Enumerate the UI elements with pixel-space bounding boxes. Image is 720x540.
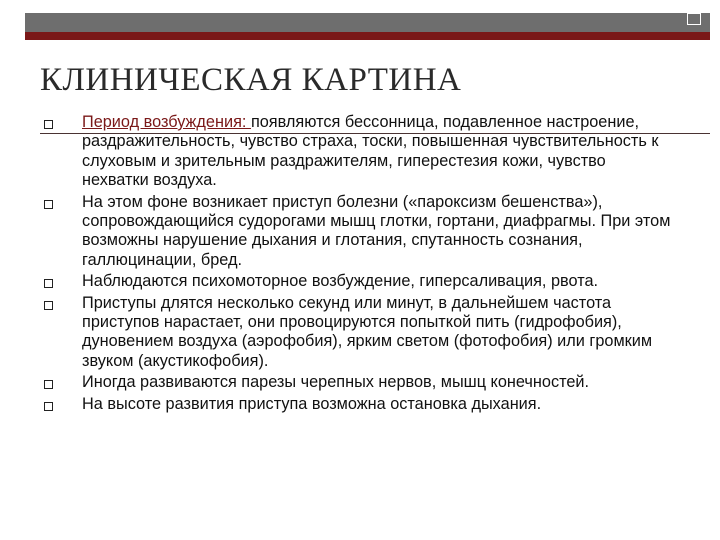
square-outline-icon	[44, 301, 53, 310]
bullet-text: Наблюдаются психомоторное возбуждение, гиперсаливация, рвота.	[82, 272, 599, 291]
bullet-item-paroxysm	[44, 193, 676, 271]
square-outline-icon	[44, 200, 53, 209]
bullet-text: появляются бессонница, подавленное настроение, раздражительность, чувство страха, тоски, повышенная чувствительность к слуховым и зрительным раздражителям, гиперестезия кожи, чувство нехватки воздуха.	[82, 113, 659, 190]
square-outline-icon	[44, 380, 53, 389]
header-bar	[25, 13, 710, 32]
square-outline-icon	[44, 279, 53, 288]
slide-title: КЛИНИЧЕСКАЯ КАРТИНА	[40, 62, 462, 98]
bullet-item-paresis	[44, 373, 676, 392]
bullet-item-respiratory-arrest	[44, 395, 676, 414]
bullet-text: Иногда развиваются парезы черепных нервов, мышц конечностей.	[82, 373, 590, 392]
bullet-item-attack-duration	[44, 294, 676, 372]
bullet-item-agitation	[44, 272, 676, 291]
bullet-list	[44, 113, 676, 416]
square-outline-icon	[44, 402, 53, 411]
bullet-text: На этом фоне возникает приступ болезни («пароксизм бешенства»), сопровождающийся судорогами мышц глотки, гортани, диафрагмы. При этом возможны нарушение дыхания и глотания, спутанность сознания, галлюцинации, бред.	[82, 192, 671, 269]
header-accent-bar	[25, 32, 710, 40]
corner-square-decoration	[687, 13, 701, 25]
square-outline-icon	[44, 120, 53, 129]
bullet-item-excitation-period	[44, 113, 676, 191]
bullet-text: Приступы длятся несколько секунд или минут, в дальнейшем частота приступов нарастает, они провоцируются попыткой пить (гидрофобия), дуновением воздуха (аэрофобия), ярким светом (фотофобия) или громким звуком (акустикофобия).	[82, 293, 653, 370]
bullet-highlight: Период возбуждения:	[82, 113, 251, 131]
bullet-text: На высоте развития приступа возможна остановка дыхания.	[82, 394, 542, 413]
